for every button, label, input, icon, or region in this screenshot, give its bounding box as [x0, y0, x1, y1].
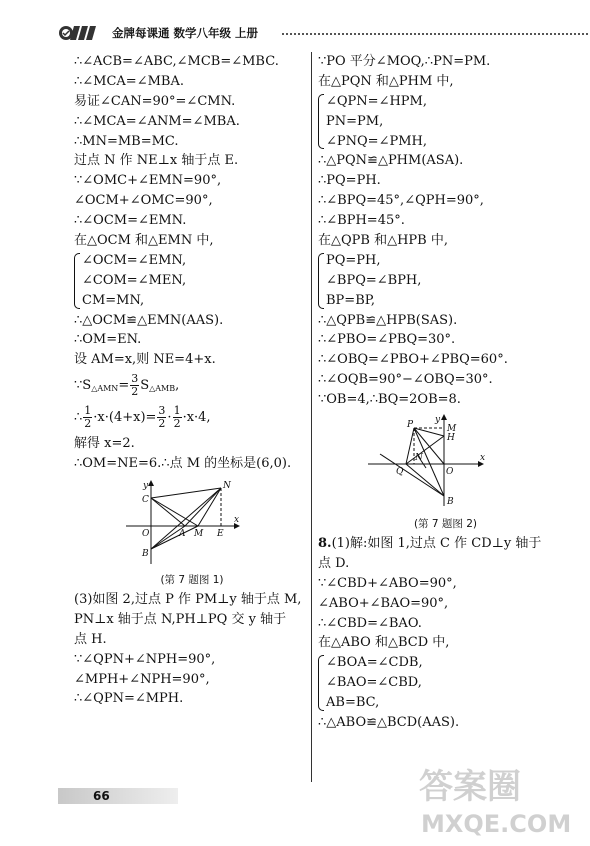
watermark-top-text: 答案圈	[419, 767, 521, 807]
text-line: ∵∠OMC+∠EMN=90°,	[74, 173, 222, 189]
text-line: 过点 N 作 NE⊥x 轴于点 E.	[74, 153, 239, 169]
right-column	[318, 52, 573, 733]
text-line: ∵∠QPN+∠NPH=90°,	[74, 651, 216, 667]
label-y: y	[435, 415, 441, 426]
half-equation	[74, 402, 310, 434]
watermark-bottom-text: MXQE.COM	[421, 810, 572, 838]
text-line: (3)如图 2,过点 P 作 PM⊥y 轴于点 M,	[74, 592, 302, 608]
text-line: ∴∠OBQ=∠PBO+∠PBQ=60°.	[318, 352, 508, 368]
label-o: O	[446, 467, 454, 478]
label-c: C	[142, 495, 149, 506]
fraction-numerator: 1	[173, 404, 181, 418]
system-line: ∠BPQ=∠BPH,	[326, 272, 422, 288]
eq-text: ∴	[74, 410, 83, 426]
fraction-denominator: 2	[131, 385, 139, 399]
label-n: N	[223, 481, 231, 492]
left-brace	[318, 655, 324, 711]
label-m: M	[447, 424, 457, 435]
label-o: O	[142, 529, 150, 540]
question-text: (1)解:如图 1,过点 C 作 CD⊥y 轴于	[331, 536, 542, 552]
watermark-logo	[415, 760, 585, 840]
system-line: ∠PNQ=∠PMH,	[326, 133, 427, 149]
question-number: 8.	[318, 536, 332, 552]
system-line: ∠COM=∠MEN,	[82, 272, 187, 288]
figure-2-caption: (第 7 题图 2)	[413, 518, 478, 531]
label-e: E	[217, 529, 224, 540]
text-line: ∴△OCM≌△EMN(AAS).	[74, 312, 224, 328]
text-line: 在△ABO 和△BCD 中,	[318, 635, 450, 651]
text-line: ∠MPH+∠NPH=90°,	[74, 671, 210, 687]
text-line: 点 H.	[74, 631, 107, 647]
segment-ca	[151, 498, 185, 526]
label-m: M	[194, 529, 204, 540]
text-line: ∴∠OCM=∠EMN.	[74, 213, 187, 229]
fraction-denominator: 2	[84, 417, 92, 431]
fraction	[173, 405, 182, 430]
equation-system	[74, 251, 310, 311]
left-brace	[74, 253, 80, 309]
segment-mn	[198, 488, 221, 526]
label-a: A	[179, 529, 186, 540]
text-line: 易证∠CAN=90°=∠CMN.	[74, 93, 236, 109]
text-line: 设 AM=x,则 NE=4+x.	[74, 352, 216, 368]
fraction-denominator: 2	[158, 417, 166, 431]
text-line: ∴∠OQB=90°−∠OBQ=30°.	[318, 372, 493, 388]
eq-text: ·	[167, 410, 172, 426]
column-divider	[311, 52, 312, 782]
segment-qb	[406, 464, 444, 496]
text-line: ∴△QPB≌△HPB(SAS).	[318, 312, 458, 328]
label-x: x	[234, 515, 240, 526]
system-line: AB=BC,	[326, 695, 380, 711]
eq-text: =	[118, 378, 130, 394]
system-line: ∠OCM=∠EMN,	[82, 252, 187, 268]
fraction-numerator: 3	[158, 404, 166, 418]
system-line: ∠QPN=∠HPM,	[326, 93, 427, 109]
text-line: ∴∠BPH=45°.	[318, 213, 405, 229]
figure-7-diagram-1	[74, 478, 310, 570]
system-line: ∠BAO=∠CBD,	[326, 675, 422, 691]
system-line: PN=PM,	[326, 113, 384, 129]
figure-1-caption: (第 7 题图 1)	[160, 574, 224, 587]
equation-system	[318, 653, 573, 713]
text-line: ∴OM=EN.	[74, 332, 142, 348]
text-line: ∵OB=4,∴BQ=2OB=8.	[318, 392, 461, 408]
page-header	[58, 22, 558, 44]
header-dotted-rule	[282, 33, 590, 35]
system-line: CM=MN,	[82, 292, 145, 308]
eq-text: ,	[175, 378, 180, 394]
eq-text: ∵S	[74, 378, 92, 394]
page-number: 66	[93, 789, 110, 803]
left-brace	[318, 253, 324, 309]
text-line: ∴∠PBO=∠PBQ=30°.	[318, 332, 456, 348]
text-line: ∴△ABO≌△BCD(AAS).	[318, 715, 460, 731]
segment-cm	[151, 498, 198, 526]
text-line: ∴∠BPQ=45°,∠QPH=90°,	[318, 193, 484, 209]
fraction	[130, 373, 139, 398]
eq-text: S	[140, 378, 150, 394]
text-line: ∴∠QPN=∠MPH.	[74, 691, 184, 707]
text-line: 在△PQN 和△PHM 中,	[318, 73, 454, 89]
segment-ph	[414, 428, 444, 436]
text-line: ∵∠CBD+∠ABO=90°,	[318, 575, 457, 591]
eq-subscript: △AMB	[149, 384, 176, 394]
text-line: ∠ABO+∠BAO=90°,	[318, 595, 449, 611]
text-line: ∴∠CBD=∠BAO.	[318, 615, 422, 631]
label-x: x	[480, 453, 486, 464]
label-b: B	[142, 549, 149, 560]
label-h: H	[447, 433, 455, 444]
label-q: Q	[396, 467, 404, 478]
text-line: ∴∠ACB=∠ABC,∠MCB=∠MBC.	[74, 54, 279, 69]
fraction-numerator: 3	[131, 372, 139, 386]
figure-7-diagram-2	[318, 414, 573, 514]
text-line: ∴∠MCA=∠MBA.	[74, 73, 184, 89]
fraction-denominator: 2	[173, 417, 181, 431]
system-line: PQ=PH,	[326, 252, 381, 268]
system-line: ∠BOA=∠CDB,	[326, 655, 423, 671]
text-line: ∴∠MCA=∠ANM=∠MBA.	[74, 113, 240, 129]
text-line: ∴△PQN≌△PHM(ASA).	[318, 153, 464, 169]
medal-logo-icon	[58, 22, 98, 44]
label-n: N	[415, 453, 423, 464]
segment-an	[185, 488, 221, 526]
text-line: ∠OCM+∠OMC=90°,	[74, 193, 213, 209]
equation-system	[318, 251, 573, 311]
fraction-numerator: 1	[84, 404, 92, 418]
text-line: 在△OCM 和△EMN 中,	[74, 233, 214, 249]
label-p: P	[407, 420, 414, 431]
left-brace	[318, 94, 324, 150]
text-line: 点 D.	[318, 555, 350, 571]
text-line: ∴MN=MB=MC.	[74, 133, 179, 149]
fraction	[157, 405, 166, 430]
text-line: PN⊥x 轴于点 N,PH⊥PQ 交 y 轴于	[74, 611, 287, 627]
question-8-line	[318, 534, 573, 554]
equation-system	[318, 92, 573, 152]
left-column	[74, 52, 310, 709]
area-equation	[74, 370, 310, 402]
footer-band	[58, 788, 178, 804]
segment-bn	[151, 488, 221, 549]
eq-subscript: △AMN	[91, 384, 119, 394]
text-line: ∵PO 平分∠MOQ,∴PN=PM.	[318, 54, 491, 69]
text-line: ∴PQ=PH.	[318, 173, 381, 189]
text-line: ∴OM=NE=6.∴点 M 的坐标是(6,0).	[74, 456, 292, 472]
book-title: 金牌每课通 数学八年级 上册	[112, 26, 259, 40]
y-axis-arrow	[148, 480, 154, 486]
system-line: BP=BP,	[326, 292, 375, 308]
text-line: 解得 x=2.	[74, 436, 135, 452]
y-axis-arrow	[441, 414, 447, 420]
eq-text: ·x·4,	[182, 410, 211, 426]
text-line: 在△QPB 和△HPB 中,	[318, 233, 448, 249]
label-b: B	[447, 497, 454, 508]
fraction	[83, 405, 92, 430]
segment-bm	[151, 526, 198, 549]
eq-text: ·x·(4+x)=	[93, 410, 157, 426]
label-y: y	[143, 481, 149, 492]
